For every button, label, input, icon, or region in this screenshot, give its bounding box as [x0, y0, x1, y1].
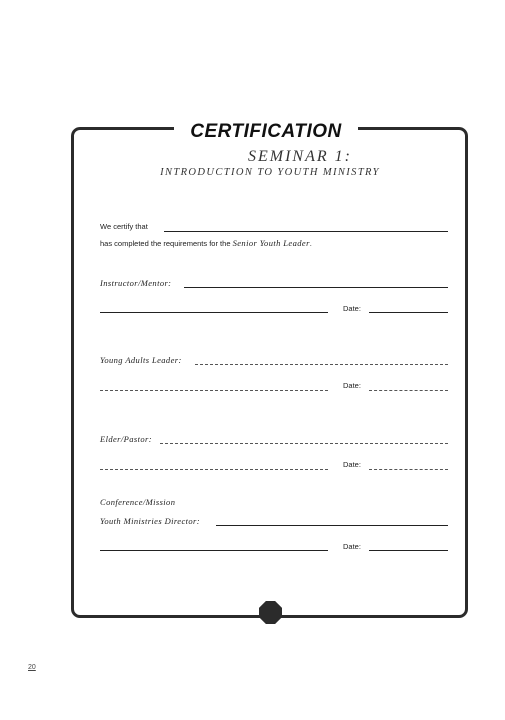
instructor-mentor-second-line[interactable] — [100, 312, 328, 313]
certificate-frame — [71, 127, 468, 618]
octagon-seal-icon — [259, 601, 282, 624]
completion-statement — [100, 238, 312, 248]
elder-pastor-label: Elder/Pastor: — [100, 434, 152, 444]
young-adults-leader-label: Young Adults Leader: — [100, 355, 182, 365]
seminar-heading: SEMINAR 1: — [248, 148, 352, 165]
instructor-mentor-label: Instructor/Mentor: — [100, 278, 172, 288]
instructor-date-line[interactable] — [369, 312, 448, 313]
director-signature-line[interactable] — [216, 525, 448, 526]
instructor-date-label: Date: — [343, 304, 361, 313]
youth-ministries-director-label: Youth Ministries Director: — [100, 516, 200, 526]
young-adults-leader-second-line[interactable] — [100, 390, 328, 391]
young-adults-date-line[interactable] — [369, 390, 448, 391]
young-adults-leader-signature-line[interactable] — [195, 364, 448, 365]
name-signature-line[interactable] — [164, 231, 448, 232]
page-number: 20 — [28, 664, 36, 671]
elder-pastor-date-label: Date: — [343, 460, 361, 469]
completion-prefix: has completed the requirements for the — [100, 239, 231, 248]
young-adults-date-label: Date: — [343, 381, 361, 390]
instructor-mentor-signature-line[interactable] — [184, 287, 448, 288]
certificate-title: CERTIFICATION — [174, 119, 358, 145]
program-name: Senior Youth Leader — [232, 238, 310, 248]
director-second-line[interactable] — [100, 550, 328, 551]
director-date-label: Date: — [343, 542, 361, 551]
elder-pastor-second-line[interactable] — [100, 469, 328, 470]
certify-label: We certify that — [100, 222, 148, 231]
elder-pastor-signature-line[interactable] — [160, 443, 448, 444]
completion-suffix: . — [309, 239, 312, 248]
director-date-line[interactable] — [369, 550, 448, 551]
elder-pastor-date-line[interactable] — [369, 469, 448, 470]
seminar-subtitle: INTRODUCTION TO YOUTH MINISTRY — [160, 167, 380, 178]
conference-mission-label: Conference/Mission — [100, 497, 176, 507]
